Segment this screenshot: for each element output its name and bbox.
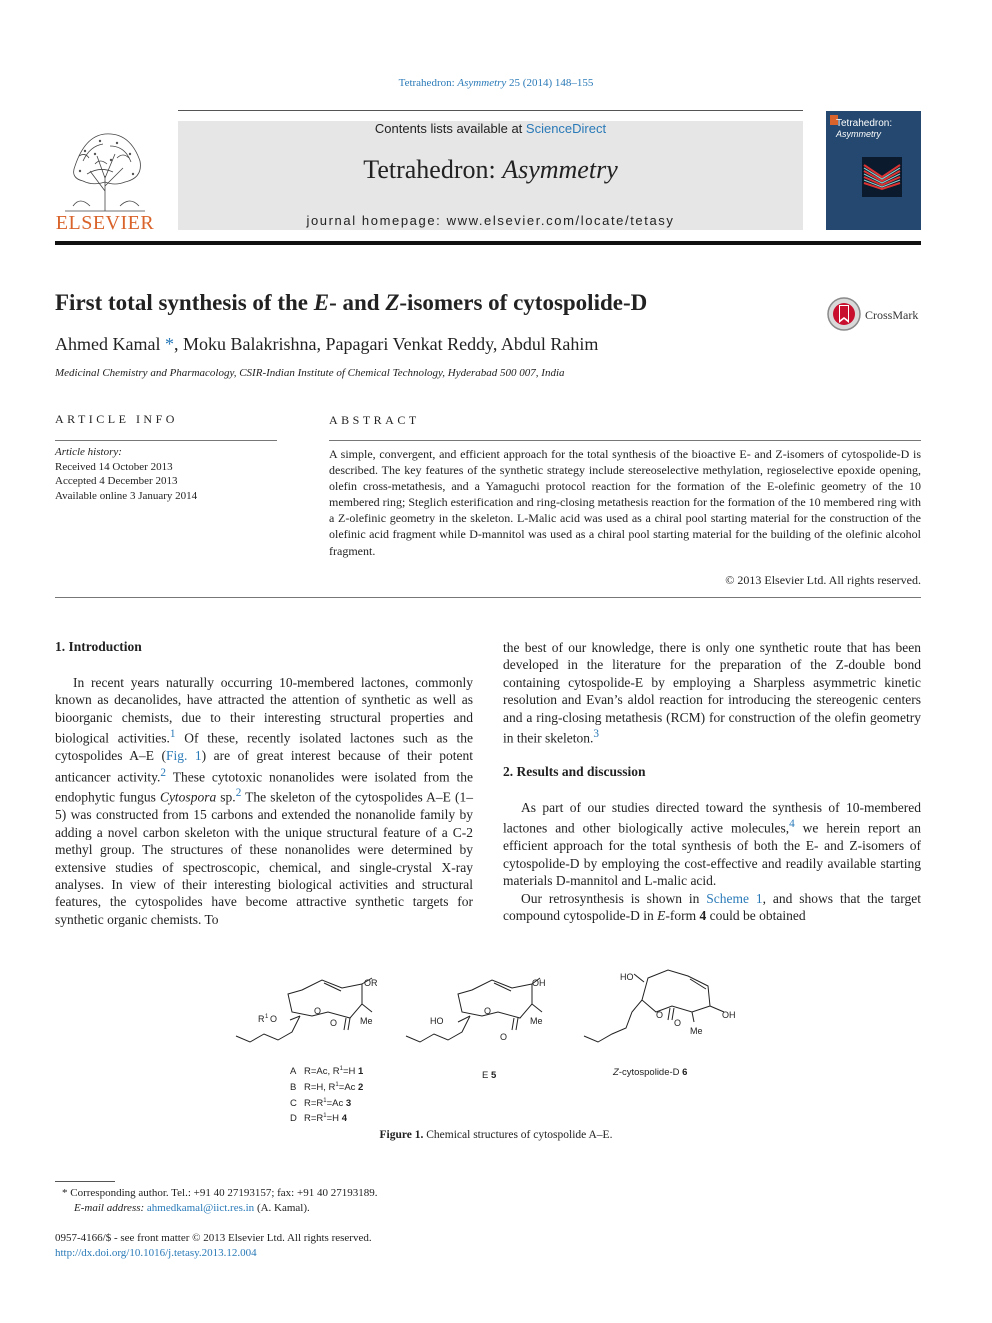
homepage-label: journal homepage: (306, 213, 447, 228)
reference-1[interactable]: 1 (169, 728, 176, 741)
legend-letter: C (290, 1097, 297, 1109)
mol1-carbonyl-o: O (330, 1018, 338, 1028)
author-list (55, 334, 598, 355)
legend-text: R=H, R (304, 1081, 336, 1093)
intro-text-4: These cytotoxic nonanolides were isolated from the endophytic fungus (55, 769, 473, 805)
legend-sup: 1 (323, 1113, 327, 1120)
footnote-email-line (62, 1201, 377, 1216)
journal-name-italic: Asymmetry (502, 155, 618, 184)
intro-continuation (503, 639, 921, 747)
elsevier-logo (55, 116, 155, 236)
abstract-rule (329, 440, 921, 441)
legend-text-2: =Ac (338, 1081, 356, 1093)
legend-sup: 1 (339, 1066, 343, 1072)
e-label-text: E (482, 1070, 491, 1081)
abstract-text: A simple, convergent, and efficient approach for the total synthesis of the bioactive E- and Z-isomers of cytospolide-D is described. The key features of the synthetic strategy include stereoselective methylation, regioselective epoxide opening, olefin cross-metathesis, and a Yamaguchi protocol reaction for the formation of the E-olefinic geometry of the 10 membered ring; Steglich esterification and ring-closing metathesis reaction for the formation of the 10 membered ring with a Z-olefinic geometry in the skeleton. L-Malic acid was used as a chiral pool starting material for the construction of the olefinic acid fragment while D-mannitol was used as a chiral pool starting material for the building of the olefinic alcohol fragment. (329, 447, 921, 558)
footnote-contact (62, 1186, 377, 1201)
email-suffix: (A. Kamal). (254, 1201, 310, 1214)
citation-prefix: Tetrahedron: (398, 77, 458, 89)
figure-1-caption (0, 1129, 992, 1141)
results-text-1a: As part of our studies directed toward the synthesis of 10-membered lactones and other biologically active molecules, (503, 800, 921, 836)
header-bottom-rule (55, 241, 921, 245)
received-date: Received 14 October 2013 (55, 460, 173, 473)
legend-sup: 1 (335, 1081, 339, 1088)
journal-name-plain: Tetrahedron: (363, 155, 503, 184)
footnote-text: Corresponding author. Tel.: +91 40 27193157; fax: +91 40 27193189. (67, 1187, 378, 1199)
author-kamal: Ahmed Kamal (55, 334, 161, 354)
legend-text-2: =Ac (326, 1097, 344, 1109)
header-top-rule (178, 110, 803, 111)
mol3-ring-o: O (656, 1010, 664, 1020)
legend-row-a (290, 1063, 363, 1079)
results-text-2d: could be obtained (706, 907, 806, 923)
citation-journal: Asymmetry (457, 77, 507, 89)
legend-text: R=Ac, R (304, 1066, 340, 1078)
title-part-1: First total synthesis of the (55, 290, 314, 315)
mol2-ring-o: O (484, 1006, 492, 1016)
figure-1 (230, 960, 770, 1125)
intro-text-1: In recent years naturally occurring 10-membered lactones, commonly known as decanolides, have attracted the attention of synthetic as well as bioorganic chemists, due to their interesting structural properties and biological activities. (55, 675, 473, 746)
mol1-sup-label: 1 (265, 1014, 269, 1020)
legend-num: 4 (341, 1113, 347, 1125)
journal-cover[interactable] (826, 111, 921, 230)
legend-text-2: =H (342, 1066, 356, 1078)
issn-line: 0957-4166/$ - see front matter © 2013 Elsevier Ltd. All rights reserved. (55, 1232, 372, 1244)
article-title (55, 290, 647, 316)
mol1-o-label: O (270, 1014, 278, 1024)
results-text-2b: , and shows that the target compound cytospolide-D in (503, 890, 921, 923)
results-text-2a: Our retrosynthesis is shown in (521, 890, 707, 906)
reference-2b[interactable]: 2 (235, 787, 242, 800)
intro-text-2: Of these, recently isolated lactones such as the cytospolides A–E ( (55, 730, 473, 764)
legend-row-b (290, 1079, 363, 1095)
reference-2[interactable]: 2 (160, 766, 167, 779)
results-text-1b: we herein report an efficient approach for the total synthesis of both the E- and Z-isomers of cytospolide-D by employing the cost-effective and readily available starting materials D-mannitol and L-malic acid. (503, 820, 921, 889)
accepted-date: Accepted 4 December 2013 (55, 475, 178, 487)
legend-row-c (290, 1095, 363, 1111)
caption-text: Chemical structures of cytospolide A–E. (423, 1129, 613, 1141)
legend-num: 1 (358, 1066, 364, 1078)
intro-paragraph (55, 674, 473, 928)
mol1-or-label: OR (364, 978, 378, 988)
intro-heading: 1. Introduction (55, 639, 142, 654)
cover-title-line-2: Asymmetry (836, 129, 881, 139)
mol2-ring (458, 980, 532, 1018)
results-paragraphs (503, 799, 921, 924)
contents-prefix: Contents lists available at (374, 121, 526, 136)
citation-suffix: 25 (2014) 148–155 (506, 77, 594, 89)
mol3-ring (642, 970, 710, 1012)
results-text-2c: -form (665, 907, 700, 923)
intro-text-5: sp. (216, 789, 236, 805)
front-matter (55, 1231, 372, 1260)
intro-text-3: ) are of great interest because of their potent anticancer activity. (55, 748, 473, 785)
corresponding-author-mark[interactable]: * (164, 334, 174, 354)
history-label: Article history: (55, 446, 122, 458)
homepage-link[interactable]: www.elsevier.com/locate/tetasy (446, 213, 675, 228)
journal-header (178, 121, 803, 230)
doi-link[interactable]: http://dx.doi.org/10.1016/j.tetasy.2013.12.004 (55, 1246, 257, 1259)
footnote-rule (55, 1181, 115, 1182)
legend-letter: A (290, 1066, 297, 1078)
figure-1-link[interactable]: Fig. 1 (165, 748, 202, 764)
cover-art-icon (862, 157, 902, 197)
section-divider (55, 597, 921, 598)
mol3-oh-label: OH (722, 1010, 736, 1020)
legend-text: R=R (304, 1097, 324, 1109)
article-info-rule (55, 440, 277, 441)
crossmark-label: CrossMark (865, 308, 919, 322)
email-label: E-mail address: (74, 1201, 145, 1214)
reference-4[interactable]: 4 (789, 818, 795, 831)
reference-3[interactable]: 3 (593, 728, 599, 741)
co-authors: , Moku Balakrishna, Papagari Venkat Reddy, Abdul Rahim (173, 334, 599, 354)
z-label-num: 6 (682, 1067, 688, 1078)
intro-text-6: The skeleton of the cytospolides A–E (1–5) was constructed from 15 carbons and extended the nonanolide family by adding a novel carbon skeleton with the unique structural feature of a C-2 methyl group. The structures of these nonanolides were determined by extensive studies of spectroscopic, chemical, and single-crystal X-ray analyses. In view of their interesting biological activities and structural features, the cytospolides have become attractive synthetic targets for synthetic organic chemists. To (55, 789, 473, 927)
affiliation: Medicinal Chemistry and Pharmacology, CSIR-Indian Institute of Chemical Technology, Hyderabad 500 007, India (55, 367, 565, 379)
legend-sup: 1 (323, 1097, 327, 1104)
mol1-r-label: R (258, 1014, 265, 1024)
z-label-italic: Z (613, 1067, 619, 1078)
scheme-1-link[interactable]: Scheme 1 (706, 890, 763, 906)
legend-letter: B (290, 1081, 297, 1093)
legend-num: 2 (358, 1081, 364, 1093)
online-date: Available online 3 January 2014 (55, 489, 198, 502)
journal-homepage (178, 213, 803, 228)
compound-z-label (613, 1067, 687, 1078)
mol3-carbonyl-o: O (674, 1018, 682, 1028)
intro-continuation-text: the best of our knowledge, there is only one synthetic route that has been developed in the literature for the preparation of the Z-double bond containing cytospolide-E by employing a Sharpless asymmetric kinetic resolution and Evan’s aldol reaction for introducing the stereogenic centers and a ring-closing metathesis (RCM) for construction of the olefin geometry in their skeleton. (503, 640, 921, 746)
e-label-num: 5 (490, 1070, 497, 1081)
title-part-3: -isomers of cytospolide-D (399, 290, 648, 315)
mol1-ring-o: O (314, 1006, 322, 1016)
title-e: E (313, 290, 330, 315)
abstract-copyright: © 2013 Elsevier Ltd. All rights reserved. (725, 573, 921, 587)
legend-num: 3 (345, 1097, 352, 1109)
legend-text-2: =H (326, 1113, 340, 1125)
abstract-heading: ABSTRACT (329, 413, 420, 427)
mol1-me-label: Me (360, 1016, 373, 1026)
publisher-wordmark: ELSEVIER (55, 212, 155, 234)
contents-line (178, 121, 803, 136)
compound-e-label (482, 1070, 496, 1081)
mol2-oh-label: OH (532, 978, 546, 988)
mol3-me-label: Me (690, 1026, 703, 1036)
species-name: Cytospora (159, 789, 217, 805)
mol1-ring (288, 980, 362, 1018)
cover-title-line-1: Tetrahedron: (836, 118, 893, 129)
email-link[interactable]: ahmedkamal@iict.res.in (146, 1201, 255, 1214)
crossmark-icon (826, 296, 862, 332)
mol3-ho-label: HO (620, 972, 634, 982)
results-e-form: E (657, 907, 666, 923)
title-z: Z (385, 290, 400, 315)
results-heading: 2. Results and discussion (503, 764, 646, 779)
legend-row-d (290, 1110, 363, 1126)
legend-text: R=R (304, 1113, 324, 1125)
corresponding-footnote (62, 1186, 377, 1215)
mol2-me-label: Me (530, 1016, 543, 1026)
title-part-2: - and (329, 290, 386, 315)
article-info-heading: ARTICLE INFO (55, 412, 178, 426)
compound-4-ref: 4 (699, 907, 707, 923)
crossmark-badge[interactable] (826, 296, 926, 336)
mol2-ho-label: HO (430, 1016, 444, 1026)
sciencedirect-link[interactable]: ScienceDirect (525, 121, 607, 136)
mol2-carbonyl-o: O (500, 1032, 508, 1042)
journal-citation[interactable] (0, 77, 992, 89)
legend-letter: D (290, 1113, 297, 1125)
cover-title (836, 119, 892, 139)
z-label-text: -cytospolide-D (618, 1067, 683, 1078)
article-history (55, 445, 197, 503)
footnote-mark: * (62, 1187, 68, 1199)
caption-label: Figure 1. (379, 1129, 424, 1141)
compound-legend (290, 1063, 363, 1126)
journal-name (178, 155, 803, 185)
